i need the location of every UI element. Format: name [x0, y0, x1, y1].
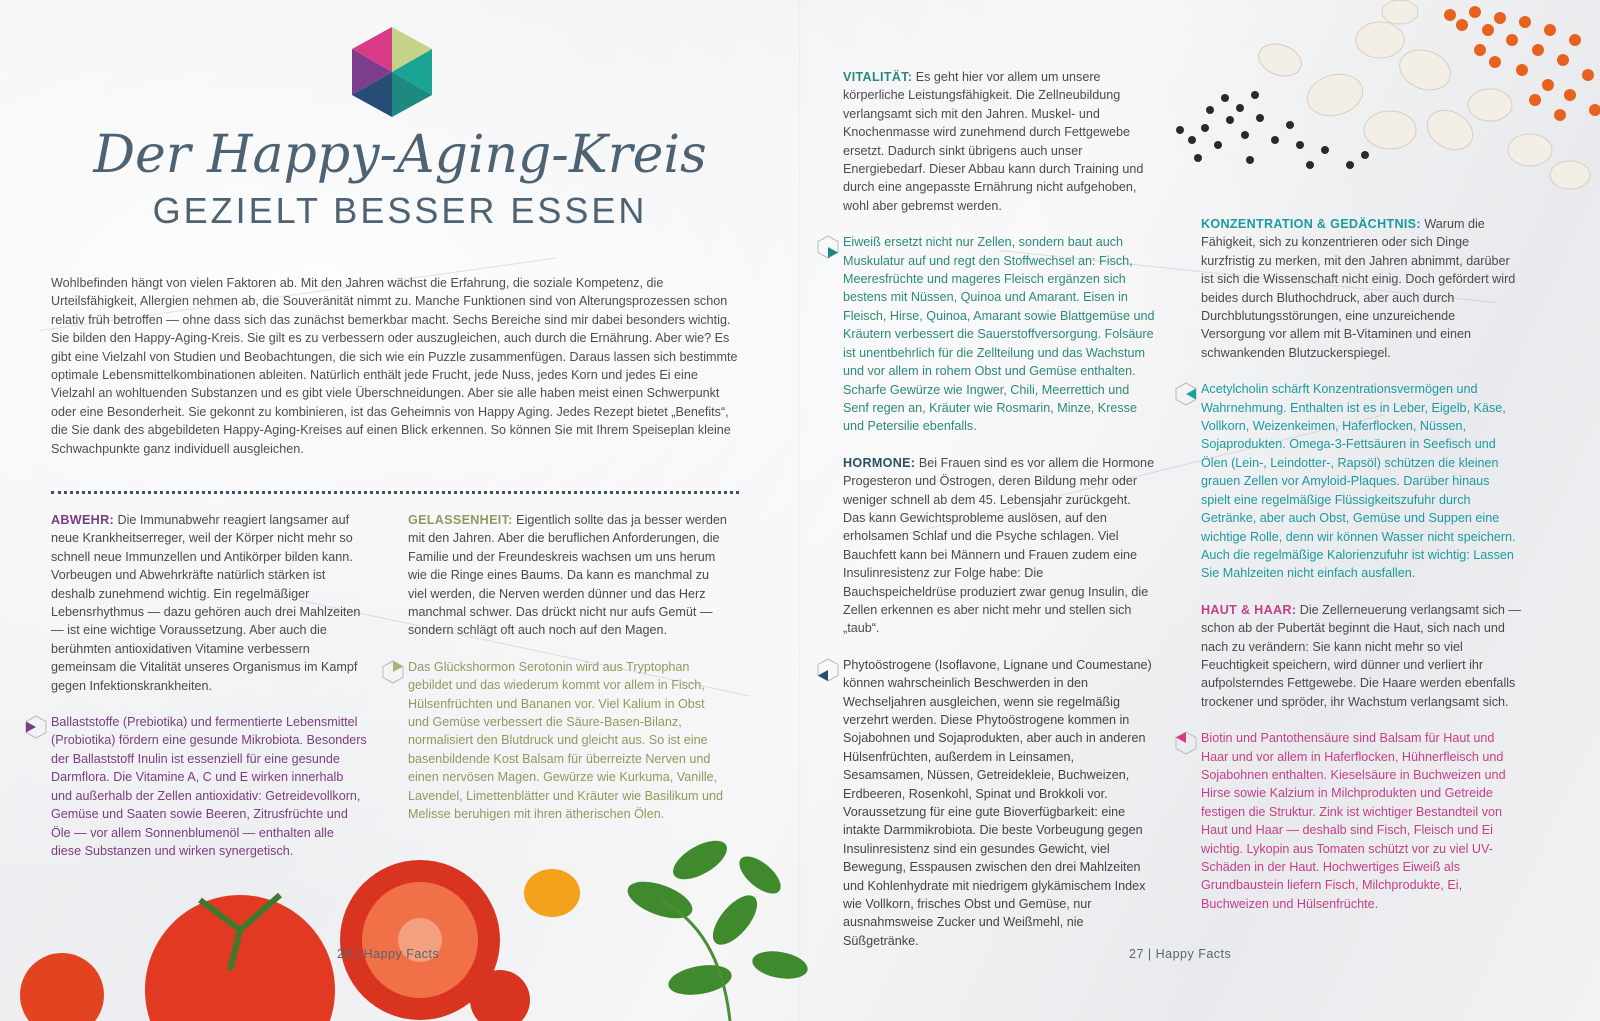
- text-abwehr: Die Immunabwehr reagiert langsamer auf neue Krankheitserreger, weil der Körper nicht mehr so schnell neue Immunzellen und Antikörper bilden kann. Vorbeugen und Abwehrkräfte natürlich stärken ist deshalb zunehmend wichtig. Ein regelmäßiger Lebensrhythmus — dazu gehören auch drei Mahlzeiten — ist eine wichtige Voraussetzung. Aber auch die berühmten antioxidativen Vitamine verbessern gemeinsam die Vitalität unseres Organismus im Kampf gegen Infektionskrankheiten.: [51, 513, 361, 693]
- heading-hormone: HORMONE:: [843, 455, 916, 470]
- tip-konzentration: Acetylcholin schärft Konzentrationsvermögen und Wahrnehmung. Enthalten ist es in Leber, Eigelb, Käse, Vollkorn, Weizenkeimen, Haferflocken, Nüssen, Sojaprodukten. Omega-3-Fettsäuren in Seefisch und Ölen (Lein-, Leindotter-, Rapsöl) schützen die kleinen grauen Zellen vor Amyloid-Plaques. Darüber hinaus spielt eine regelmäßige Flüssigkeitszufuhr durch Getränke, aber auch Obst, Gemüse und Suppen eine wichtige Rolle, denn wir können Wasser nicht speichern. Auch die regelmäßige Kalorienzufuhr ist wichtig: Lassen Sie Mahlzeiten nicht einfach ausfallen.: [1201, 382, 1516, 581]
- gelassenheit-segment-icon: [381, 660, 405, 684]
- abwehr-segment-icon: [24, 715, 48, 739]
- intro-paragraph: Wohlbefinden hängt von vielen Faktoren ab. Mit den Jahren wächst die Erfahrung, die soziale Kompetenz, die Urteilsfähigkeit, Allergien nehmen ab, die Souveränität nimmt zu. Manche Funktionen sind von Alterungsprozessen schon relativ früh betroffen — ohne dass sich das zunächst bemerkbar macht. Sechs Bereiche sind mir dabei besonders wichtig. Sie bilden den Happy-Aging-Kreis. Sie gilt es zu verbessern oder auszugleichen, auch durch die Ernährung. Aber wie? Es gibt eine Vielzahl von Studien und Beobachtungen, die sich wie ein Puzzle zusammenfügen. Daraus lassen sich bestimmte optimale Lebensmittelkombinationen ableiten. Natürlich enthält jede Frucht, jede Nuss, jedes Korn und jedes Ei eine Vielzahl an wohltuenden Substanzen und es gibt viele Überschneidungen. Aber sie alle haben meist einen Schwerpunkt oder eine Besonderheit. Sie gekonnt zu kombinieren, ist das Geheimnis von Happy Aging. Jedes Rezept bietet „Benefits“, die Sie dank des abgebildeten Happy-Aging-Kreises auf einen Blick erkennen. So können Sie mit Ihrem Speiseplan kleine Schwachpunkte ganz individuell ausgleichen.: [51, 276, 738, 456]
- tip-vitalitaet: Eiweiß ersetzt nicht nur Zellen, sondern baut auch Muskulatur auf und regt den Stoffwechsel an: Fisch, Meeresfrüchte und mageres Fleisch ergänzen sich bestens mit Nüssen, Quinoa und Amarant. Eisen in Fleisch, Hirse, Quinoa, Amarant sowie Blattgemüse und Kräutern verbessert die Sauerstoffversorgung. Folsäure ist unentbehrlich für die Zellteilung und das Wachstum und vor allem in rohem Obst und Gemüse enthalten. Scharfe Gewürze wie Ingwer, Chili, Meerrettich und Senf regen an, Kräuter wie Rosmarin, Minze, Kresse und Petersilie ebenfalls.: [843, 235, 1155, 434]
- text-vitalitaet: Es geht hier vor allem um unsere körperliche Leistungsfähigkeit. Die Zellneubildung verlangsamt sich mit den Jahren. Muskel- und Knochenmasse wird zunehmend durch Fettgewebe ersetzt. Dadurch sinkt übrigens auch unser Energiebedarf. Dieser Abbau kann durch Training und durch eine angepasste Ernährung nicht aufgehoben, wohl aber gebremst werden.: [843, 70, 1144, 213]
- vitalitaet-segment-icon: [816, 235, 840, 259]
- tip-hormone: Phytoöstrogene (Isoflavone, Lignane und Coumestane) können wahrscheinlich Beschwerden in den Wechseljahren ausgleichen, wenn sie regelmäßig verzehrt werden. Diese Phytoöstrogene kommen in Sojabohnen und Sojaprodukten, aber auch in anderen Hülsenfrüchten, außerdem in Leinsamen, Sesamsamen, Nüssen, Getreidekleie, Buchweizen, Erdbeeren, Rosenkohl, Spinat und Brokkoli vor. Voraussetzung für eine gute Bioverfügbarkeit: eine intakte Darmmikrobiota. Die beste Vorbeugung gegen Insulinresistenz sind ein gesundes Gewicht, viel Bewegung, Esspausen zwischen den drei Mahlzeiten und Kohlenhydrate mit niedrigem glykämischem Index wie Vollkorn, frisches Obst und Gemüse, nur ausnahmsweise Zucker und Weißmehl, nie Süßgetränke.: [843, 657, 1152, 948]
- konzentration-segment-icon: [1174, 382, 1198, 406]
- tip-abwehr: Ballaststoffe (Prebiotika) und fermentierte Lebensmittel (Probiotika) fördern eine gesunde Mikrobiota. Besonders der Ballaststoff Inulin ist essenziell für eine gesunde Darmflora. Die Vitamine A, C und E wirken innerhalb und außerhalb der Zellen antioxidativ: Getreidevollkorn, Gemüse und Saaten sowie Beeren, Zitrusfrüchte und Öle — vor allem Sonnenblumenöl — enthalten alle diese Substanzen und wirken synergetisch.: [51, 715, 367, 858]
- page-subtitle: GEZIELT BESSER ESSEN: [152, 190, 648, 231]
- haut-segment-icon: [1174, 731, 1198, 755]
- section-gelassenheit: [408, 511, 728, 842]
- page-number-right: 27 | Happy Facts: [1129, 947, 1232, 961]
- page-number-left: 26 | Happy Facts: [337, 947, 440, 961]
- beans-lentils-image: [1150, 0, 1600, 190]
- text-gelassenheit: Eigentlich sollte das ja besser werden mit den Jahren. Aber die beruflichen Anforderungen, die Familie und der Freundeskreis wachsen um uns herum wie die Ringe eines Baums. Da kann es manchmal zu viel werden, die Nerven werden dünner und das Herz manchmal schwer. Das drückt nicht nur aufs Gemüt — sondern schlägt oft auch noch auf den Magen.: [408, 513, 727, 638]
- hormone-segment-icon: [816, 658, 840, 682]
- divider: [51, 491, 739, 494]
- heading-konzentration: KONZENTRATION & GEDÄCHTNIS:: [1201, 217, 1421, 231]
- happy-aging-hexagon-icon: [346, 25, 438, 119]
- heading-gelassenheit: GELASSENHEIT:: [408, 513, 513, 527]
- text-konzentration: Warum die Fähigkeit, sich zu konzentrieren oder sich Dinge kurzfristig zu merken, mit den Jahren abnimmt, darüber ist sich die Wissenschaft nicht einig. Doch gefördert wird beides durch Bluthochdruck, aber auch durch Durchblutungsstörungen, eine unzureichende Versorgung vor allem mit B-Vitaminen und einen schwankenden Blutzuckerspiegel.: [1201, 217, 1516, 360]
- tip-gelassenheit: Das Glückshormon Serotonin wird aus Tryptophan gebildet und das wiederum kommt vor allem in Fisch, Hülsenfrüchten und Bananen vor. Viel Kalium in Obst und Gemüse verbessert die Säure-Basen-Bilanz, normalisiert den Blutdruck und gleicht aus. So ist eine basenbildende Kost Balsam für überreizte Nerven und einen nervösen Magen. Gewürze wie Kurkuma, Vanille, Lavendel, Limettenblätter und Kräuter wie Basilikum und Melisse beruhigen mit ihren ätherischen Ölen.: [408, 659, 724, 822]
- section-konzentration: [1201, 215, 1521, 931]
- tip-haut: Biotin und Pantothensäure sind Balsam für Haut und Haar und vor allem in Haferflocken, Hühnerfleisch und Sojabohnen enthalten. Kieselsäure in Buchweizen und Hirse sowie Kalzium in Milchprodukten und Getreide festigen die Struktur. Zink ist wichtiger Bestandteil von Haut und Haar — deshalb sind Fisch, Fleisch und Ei wichtig. Lykopin aus Tomaten schützt vor zu viel UV-Schäden in der Haut. Hochwertiges Eiweiß als Grundbaustein liefern Fisch, Milchprodukte, Ei, Buchweizen und Hülsenfrüchte.: [1201, 731, 1506, 911]
- heading-haut: HAUT & HAAR:: [1201, 602, 1297, 617]
- page-title: Der Happy-Aging-Kreis: [93, 125, 707, 185]
- tomatoes-parsley-image: [0, 800, 840, 1021]
- text-haut: Die Zellerneuerung verlangsamt sich — schon ab der Pubertät beginnt die Haut, sich nach und nach zu verändern: Sie kann nicht mehr so viel Feuchtigkeit speichern, wird dünner und verliert ihr aufpolsterndes Fettgewebe. Die Haare werden ebenfalls trockener und spröder, ihr Wachstum verlangsamt sich.: [1201, 602, 1521, 709]
- heading-abwehr: ABWEHR:: [51, 513, 114, 527]
- heading-vitalitaet: VITALITÄT:: [843, 70, 913, 84]
- section-vitalitaet: [843, 68, 1156, 968]
- text-hormone: Bei Frauen sind es vor allem die Hormone Progesteron und Östrogen, deren Bildung mehr oder weniger schnell ab dem 45. Lebensjahr zurückgeht. Das kann Gewichtsprobleme auslösen, auf den erholsamen Schlaf und die Psyche schlagen. Viel Bauchfett kann bei Männern und Frauen zudem eine Insulinresistenz zur Folge habe: Die Bauchspeicheldrüse produziert zwar genug Insulin, die Zellen erkennen es aber nicht mehr und stellen sich „taub“.: [843, 455, 1155, 636]
